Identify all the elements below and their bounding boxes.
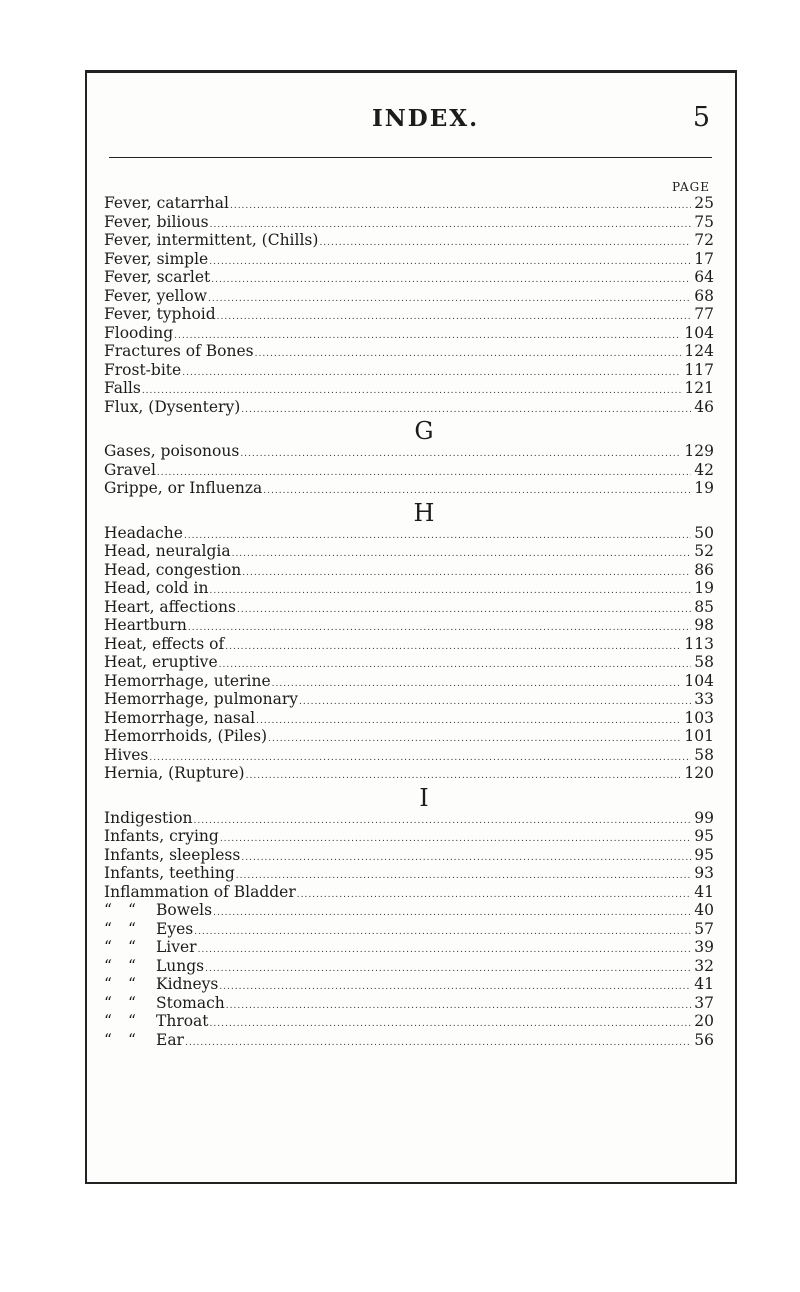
index-entry: Fractures of Bones ..... 124	[104, 342, 714, 361]
section-letter-g: G	[414, 417, 434, 445]
index-entry: Infants, crying ..... 95	[104, 827, 714, 846]
index-entry: Heartburn ..... 98	[104, 616, 714, 635]
index-entry: Fever, scarlet ..... 64	[104, 268, 714, 287]
index-entry: Heat, effects of ..... 113	[104, 635, 714, 654]
index-sub-entry: “ “ Throat ..... 20	[104, 1012, 714, 1031]
index-entry: Hemorrhoids, (Piles) ..... 101	[104, 727, 714, 746]
index-entry: Gravel ..... 42	[104, 461, 714, 480]
page-title: INDEX.	[372, 105, 480, 132]
section-letter-h: H	[413, 498, 435, 527]
index-entries	[104, 194, 714, 1049]
index-entry: Head, neuralgia ..... 52	[104, 542, 714, 561]
index-sub-entry: “ “ Eyes ..... 57	[104, 920, 714, 939]
index-entry: Hives ..... 58	[104, 746, 714, 765]
index-entry: Inflammation of Bladder ..... 41	[104, 883, 714, 902]
page-column-label: PAGE	[672, 180, 710, 194]
index-entry: Fever, yellow ..... 68	[104, 287, 714, 306]
index-entry: Heat, eruptive ..... 58	[104, 653, 714, 672]
header-divider	[109, 157, 712, 158]
index-entry: Fever, simple ..... 17	[104, 250, 714, 269]
index-sub-entry: “ “ Bowels ..... 40	[104, 901, 714, 920]
index-sub-entry: “ “ Stomach ..... 37	[104, 994, 714, 1013]
index-entry: Infants, teething ..... 93	[104, 864, 714, 883]
index-entry: Flux, (Dysentery) ..... 46	[104, 398, 714, 417]
index-entry: Flooding ..... 104	[104, 324, 714, 343]
index-entry: Infants, sleepless ..... 95	[104, 846, 714, 865]
index-sub-entry: “ “ Lungs ..... 32	[104, 957, 714, 976]
index-entry: Hemorrhage, pulmonary ..... 33	[104, 690, 714, 709]
index-entry: Head, cold in ..... 19	[104, 579, 714, 598]
index-sub-entry: “ “ Ear ..... 56	[104, 1031, 714, 1050]
page-number: 5	[692, 102, 710, 133]
index-entry: Indigestion ..... 99	[104, 809, 714, 828]
index-entry: Fever, typhoid ..... 77	[104, 305, 714, 324]
page-header	[87, 103, 735, 143]
index-entry: Fever, intermittent, (Chills) ..... 72	[104, 231, 714, 250]
index-entry: Fever, catarrhal ..... 25	[104, 194, 714, 213]
index-entry: Headache ..... 50	[104, 524, 714, 543]
index-entry: Grippe, or Influenza ..... 19	[104, 479, 714, 498]
index-entry: Fever, bilious ..... 75	[104, 213, 714, 232]
index-entry: Hemorrhage, nasal ..... 103	[104, 709, 714, 728]
index-entry: Hemorrhage, uterine ..... 104	[104, 672, 714, 691]
index-page	[85, 70, 737, 1184]
index-entry: Gases, poisonous ..... 129	[104, 442, 714, 461]
index-entry: Frost-bite ..... 117	[104, 361, 714, 380]
index-entry: Falls ..... 121	[104, 379, 714, 398]
index-entry: Hernia, (Rupture) ..... 120	[104, 764, 714, 783]
index-entry: Head, congestion ..... 86	[104, 561, 714, 580]
section-letter-i: I	[419, 783, 429, 812]
index-entry: Heart, affections ..... 85	[104, 598, 714, 617]
index-sub-entry: “ “ Liver ..... 39	[104, 938, 714, 957]
index-sub-entry: “ “ Kidneys ..... 41	[104, 975, 714, 994]
